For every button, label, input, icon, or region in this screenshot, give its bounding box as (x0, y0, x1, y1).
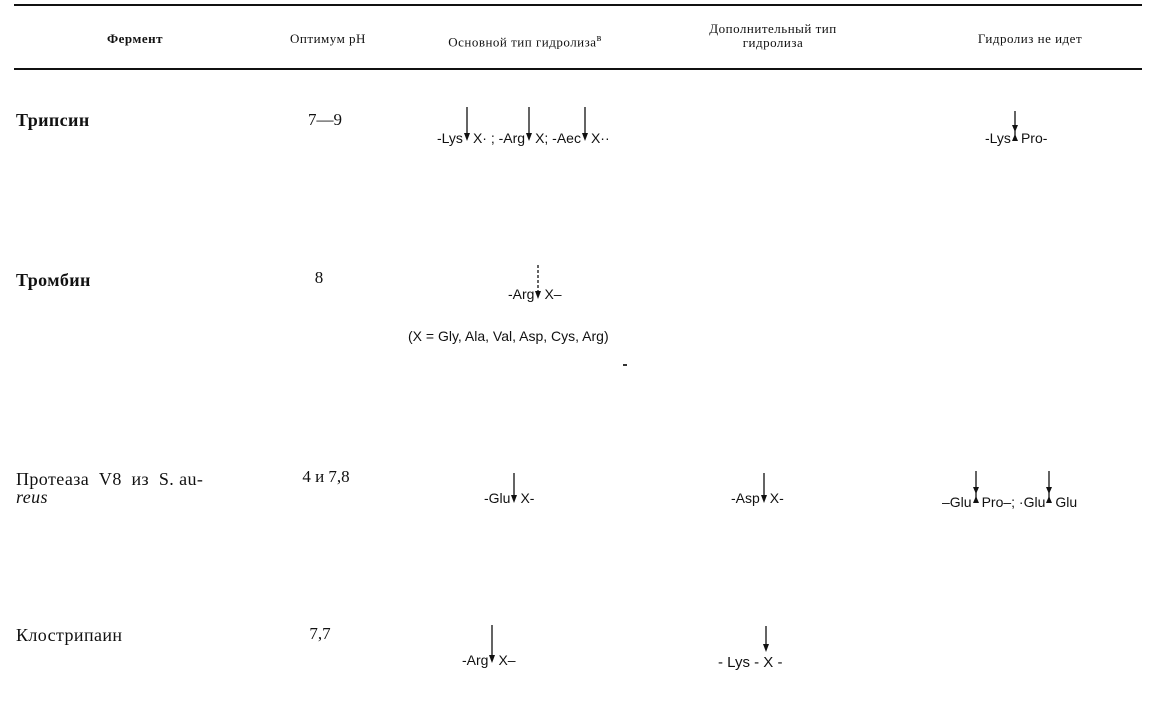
extra-site-clostripain (718, 654, 782, 671)
header-main-hydrolysis (405, 32, 645, 49)
site-part: -Lys (437, 130, 463, 146)
site-part: -Arg (508, 286, 535, 302)
site-part: X· ; -Arg (472, 130, 526, 146)
no-hydrolysis-trypsin (985, 130, 1047, 146)
header-ph-label: Оптимум pH (290, 31, 366, 46)
main-site-clostripain (462, 652, 516, 668)
site-part: X; -Aec (535, 130, 581, 146)
extra-site-protease-v8 (731, 490, 784, 506)
header-rule (14, 68, 1142, 70)
ph-clostripain: 7,7 (309, 624, 331, 643)
site-part: Pro–; ·Glu (981, 494, 1046, 510)
enzyme-clostripain: Клострипаин (16, 625, 123, 645)
enzyme-protease-v8 (16, 470, 266, 506)
site-part: -Lys (985, 130, 1011, 146)
ph-trypsin: 7—9 (308, 110, 342, 129)
cleavage-arrow-icon (761, 626, 771, 656)
header-enzyme-label: Фермент (107, 31, 163, 46)
site-part: Pro- (1020, 130, 1048, 146)
header-main-label: Основной тип гидролиза (448, 34, 597, 50)
site-part: -Asp (731, 490, 760, 506)
no-hydrolysis-protease-v8 (942, 494, 1077, 510)
top-rule (14, 4, 1142, 6)
header-extra-label: Дополнительный тип гидролиза (709, 21, 837, 50)
enzyme-protease-v8-line2: reus (16, 487, 48, 507)
header-none-label: Гидролиз не идет (977, 31, 1083, 46)
site-part: X– (498, 652, 516, 668)
site-part: - Lys - X - (718, 654, 783, 671)
header-ph (268, 32, 388, 46)
site-part: -Arg (462, 652, 489, 668)
main-site-trypsin (437, 130, 610, 146)
ph-protease-v8: 4 и 7,8 (302, 467, 350, 486)
site-part: Glu (1055, 494, 1078, 510)
enzyme-protease-v8-line1: Протеаза V8 из S. au- (16, 469, 204, 489)
main-site-protease-v8 (484, 490, 534, 506)
site-part: –Glu (942, 494, 972, 510)
site-part: -Glu (484, 490, 511, 506)
header-extra-hydrolysis (678, 22, 868, 50)
thrombin-x-note: (X = Gly, Ala, Val, Asp, Cys, Arg) (408, 328, 609, 344)
site-part: X– (544, 286, 562, 302)
header-no-hydrolysis (940, 32, 1120, 46)
header-enzyme (80, 32, 190, 46)
header-main-footnote: в (596, 33, 602, 44)
site-part: X- (769, 490, 784, 506)
ph-thrombin: 8 (314, 268, 324, 287)
enzyme-trypsin: Трипсин (16, 110, 90, 130)
scan-speck (623, 364, 627, 366)
site-part: X·· (590, 130, 610, 146)
main-site-thrombin (508, 286, 562, 302)
enzyme-thrombin: Тромбин (16, 270, 91, 290)
site-part: X- (520, 490, 535, 506)
